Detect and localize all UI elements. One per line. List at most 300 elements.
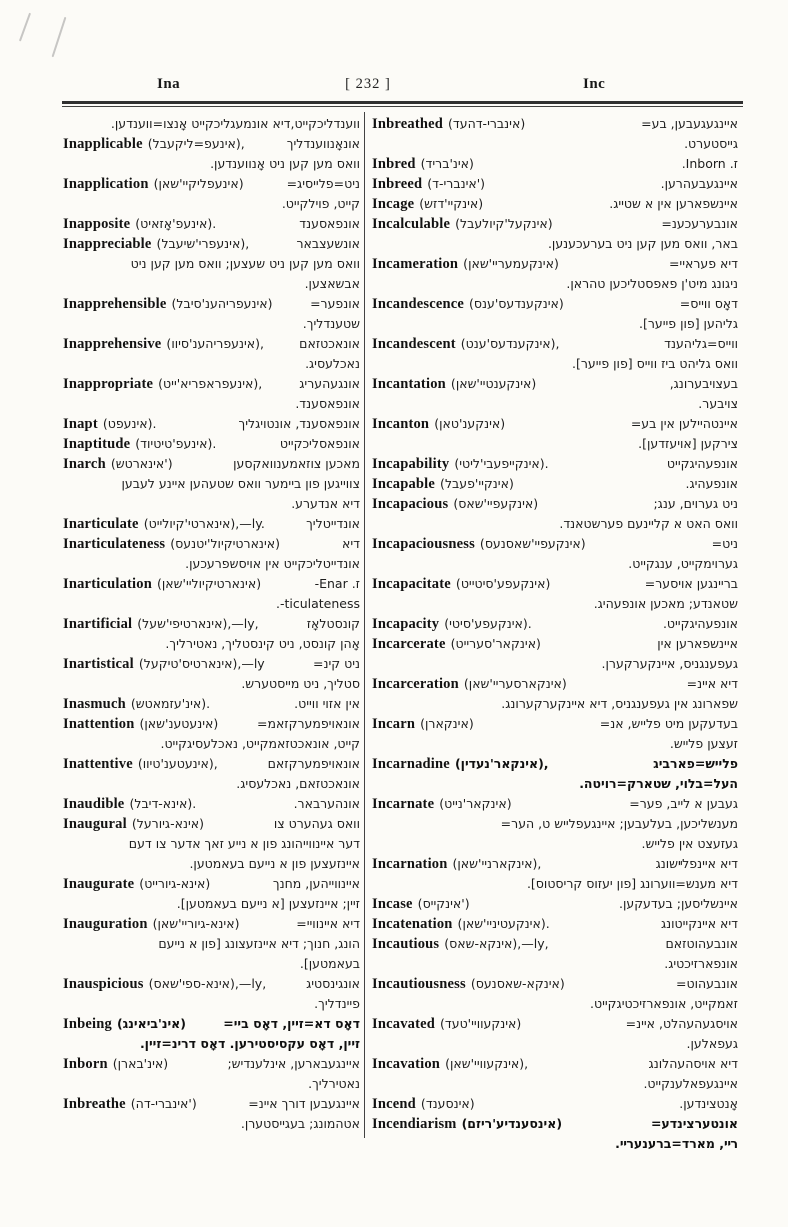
yiddish-text: שטענדליך. (302, 316, 360, 331)
yiddish-text: איינווייהען, מחנך (272, 876, 360, 891)
yiddish-text: קייט, אונאכטזאמקייט, נאכלעסיגקייט. (160, 736, 360, 751)
entry-head-group (372, 374, 536, 394)
dictionary-line (63, 854, 360, 874)
dictionary-line (372, 734, 738, 754)
dictionary-line (372, 714, 738, 734)
dictionary-line (63, 814, 360, 834)
yiddish-text: אונאויפמערקזאם (267, 756, 360, 771)
entry-head-group (63, 1054, 168, 1074)
entry-pronunciation: (אינ'ביאינג) (116, 1016, 186, 1031)
yiddish-text: אונגעהעריג (299, 376, 360, 391)
yiddish-text: זעצען פלייש. (669, 736, 738, 751)
entry-head-group (372, 494, 538, 514)
entry-pronunciation: (אינארטיקיול'יטנעס) (170, 536, 280, 551)
yiddish-text: דיא מענש=ווערונג [פון יעזוס קריסטוס]. (526, 876, 738, 891)
entry-pronunciation: (אינקעוויי'שאן), (445, 1056, 529, 1071)
entry-pronunciation: (אינא-גיוריי'שאן) (152, 916, 240, 931)
entry-pronunciation: (אינעטענ'שאן) (139, 716, 219, 731)
entry-headword: Incend (372, 1096, 416, 1112)
dictionary-line (372, 614, 738, 634)
entry-headword: Inapposite (63, 216, 131, 232)
entry-head-group (63, 234, 249, 254)
entry-head-group (63, 794, 196, 814)
yiddish-text: דער איינווייהונג פון א נייע זאך אדער צו דעם (128, 836, 360, 851)
entry-headword: Inattentive (63, 756, 133, 772)
yiddish-text: דאָס ווייס= (679, 296, 738, 311)
entry-pronunciation: (אינ'בריד) (420, 156, 474, 171)
entry-pronunciation: (אינעפליקיי'שאן) (153, 176, 244, 191)
entry-headword: Incarcerate (372, 636, 446, 652)
dictionary-line (63, 214, 360, 234)
dictionary-line (63, 354, 360, 374)
scan-artifact (19, 13, 31, 42)
dictionary-line (372, 654, 738, 674)
entry-head-group (63, 214, 216, 234)
yiddish-text: צויבער. (698, 396, 738, 411)
entry-head-group (372, 294, 564, 314)
entry-pronunciation: (אינסענדיע'ריזם) (461, 1116, 563, 1131)
yiddish-text: איינגעגעבען, בע= (641, 116, 738, 131)
entry-head-group (372, 614, 532, 634)
yiddish-text: אונאכטזאם (299, 336, 360, 351)
dictionary-line (63, 934, 360, 954)
yiddish-text: אונדייטליכקייט אין אויסשפרעכען. (185, 556, 360, 571)
dictionary-line (63, 434, 360, 454)
entry-head-group (63, 334, 264, 354)
yiddish-text: איינטהיילען אין בע= (630, 416, 738, 431)
yiddish-text: הונג, חנוך; דיא איינזעצונג [פון א נייעם (158, 936, 360, 951)
yiddish-text: דיא אויסהעהלונג (648, 1056, 738, 1071)
dictionary-line (63, 474, 360, 494)
dictionary-line (63, 654, 360, 674)
entry-headword: Incarn (372, 716, 416, 732)
dictionary-line (372, 1134, 738, 1154)
yiddish-text: אונבעהוט= (676, 976, 738, 991)
yiddish-text: איינגעבען דורך איינ= (248, 1096, 360, 1111)
entry-head-group (63, 134, 245, 154)
entry-head-group (372, 154, 474, 174)
yiddish-text: געזעצט אין פלייש. (641, 836, 738, 851)
yiddish-text: וואס מען קען ניט אָנווענדען. (210, 156, 360, 171)
entry-pronunciation: (אינא-ספי'שאס),—ly, (148, 976, 267, 991)
dictionary-line (63, 874, 360, 894)
entry-headword: Incapacity (372, 616, 440, 632)
dictionary-line (372, 894, 738, 914)
dictionary-line (372, 274, 738, 294)
yiddish-text: ניט גערוים, ענג; (653, 496, 738, 511)
dictionary-line (63, 674, 360, 694)
dictionary-line (63, 294, 360, 314)
entry-headword: Inarticulate (63, 516, 139, 532)
yiddish-text: ווייס=גליהענד (664, 336, 738, 351)
entry-head-group (372, 1014, 521, 1034)
entry-headword: Incandescence (372, 296, 465, 312)
dictionary-line (63, 914, 360, 934)
dictionary-line (63, 734, 360, 754)
yiddish-text: איינשליסען; בעדעקען. (618, 896, 738, 911)
dictionary-line (63, 174, 360, 194)
dictionary-line (63, 554, 360, 574)
dictionary-line (63, 694, 360, 714)
dictionary-line (63, 254, 360, 274)
yiddish-text: ניט= (711, 536, 738, 551)
yiddish-text: נאכלעסיג. (305, 356, 360, 371)
dictionary-line (372, 774, 738, 794)
entry-pronunciation: (אינארטי'קיולייט),—ly. (143, 516, 265, 531)
entry-pronunciation: (אינקעל'קיולעבל) (455, 216, 553, 231)
entry-head-group (372, 474, 514, 494)
entry-head-group (372, 914, 550, 934)
entry-head-group (372, 854, 541, 874)
entry-head-group (372, 174, 485, 194)
entry-pronunciation: (אינקייפעבי'ליטי). (454, 456, 549, 471)
entry-pronunciation: (אינקאר'סערייט) (450, 636, 541, 651)
entry-pronunciation: (אינקארן) (420, 716, 474, 731)
page-number: [ 232 ] (345, 76, 391, 92)
dictionary-line (372, 1034, 738, 1054)
dictionary-line (63, 334, 360, 354)
entry-headword: Incarnation (372, 856, 448, 872)
scan-artifact (52, 17, 66, 57)
dictionary-line (63, 454, 360, 474)
entry-head-group (63, 374, 262, 394)
entry-head-group (372, 254, 559, 274)
yiddish-text: אונבעהוטזאם (665, 936, 738, 951)
entry-pronunciation: (אינעפ'טיטיוד). (135, 436, 217, 451)
entry-head-group (372, 194, 483, 214)
entry-headword: Inaudible (63, 796, 125, 812)
entry-headword: Inauspicious (63, 976, 144, 992)
yiddish-text: אונפאסליכקייט (279, 436, 360, 451)
yiddish-text: אונפאסענד. (295, 396, 360, 411)
yiddish-text: איינגעבארען, אינלענדיש; (227, 1056, 360, 1071)
entry-head-group (372, 754, 549, 774)
entry-pronunciation: (אינקעפיי'שאס) (453, 496, 539, 511)
dictionary-line (372, 814, 738, 834)
entry-headword: Inbreathed (372, 116, 444, 132)
yiddish-text: העל=בלוי, שטארק=רויטה. (579, 776, 738, 791)
dictionary-line (63, 1114, 360, 1134)
entry-headword: Inarticulateness (63, 536, 166, 552)
yiddish-text: קונסטלאָז (306, 616, 360, 631)
dictionary-line (372, 594, 738, 614)
dictionary-line (63, 514, 360, 534)
entry-head-group (63, 434, 216, 454)
dictionary-line (63, 1054, 360, 1074)
yiddish-text: דיא איינ= (686, 676, 738, 691)
entry-headword: Inartistical (63, 656, 134, 672)
dictionary-line (372, 194, 738, 214)
entry-head-group (372, 794, 512, 814)
yiddish-text: וואס האט א קליינעם פערשטאנד. (559, 516, 738, 531)
dictionary-line (63, 494, 360, 514)
entry-headword: Incapable (372, 476, 436, 492)
yiddish-text: איינגעבעהרען. (660, 176, 738, 191)
entry-pronunciation: (אינסענד) (420, 1096, 475, 1111)
dictionary-line (63, 114, 360, 134)
dictionary-line (372, 874, 738, 894)
dictionary-line (63, 974, 360, 994)
entry-headword: Incapaciousness (372, 536, 475, 552)
dictionary-line (372, 514, 738, 534)
entry-headword: Incendiarism (372, 1116, 457, 1132)
dictionary-line (63, 774, 360, 794)
entry-head-group (372, 934, 549, 954)
entry-pronunciation: (אינ'בארן) (112, 1056, 169, 1071)
yiddish-text: ניט קינ= (312, 656, 360, 671)
yiddish-text: מענשליכען, בעלעבען; איינגעפלייש ט, הער= (500, 816, 738, 831)
yiddish-text: באר, וואס מען קען ניט בערעכענען. (547, 236, 738, 251)
entry-head-group (372, 454, 549, 474)
yiddish-text: קייט, פוילקייט. (281, 196, 360, 211)
entry-pronunciation: (אינקיי'פעבל) (440, 476, 514, 491)
yiddish-text: אונפער= (310, 296, 360, 311)
entry-pronunciation: (אינעפראפריא'ייט), (158, 376, 263, 391)
yiddish-text: .-ticulateness (275, 596, 360, 611)
dictionary-line (372, 314, 738, 334)
entry-headword: Inattention (63, 716, 135, 732)
yiddish-text: דיא איינוויי= (296, 916, 360, 931)
entry-headword: Inappropriate (63, 376, 154, 392)
yiddish-text: אונפעהיגקייט (666, 456, 738, 471)
dictionary-line (372, 1094, 738, 1114)
entry-headword: Incarceration (372, 676, 459, 692)
yiddish-text: אונאָנווענדליך (286, 136, 360, 151)
dictionary-line (372, 394, 738, 414)
entry-headword: Inappreciable (63, 236, 152, 252)
entry-headword: Incandescent (372, 336, 456, 352)
entry-headword: Inarticulation (63, 576, 152, 592)
entry-head-group (372, 534, 586, 554)
entry-headword: Inbreathe (63, 1096, 126, 1112)
yiddish-text: אונפאסענד, אונטויגליך (238, 416, 360, 431)
dictionary-line (372, 234, 738, 254)
dictionary-line (372, 294, 738, 314)
entry-headword: Inapprehensible (63, 296, 167, 312)
dictionary-line (372, 854, 738, 874)
dictionary-line (372, 1054, 738, 1074)
entry-head-group (372, 334, 560, 354)
yiddish-text: איינשפארען אין א שטייג. (609, 196, 738, 211)
entry-headword: Incapability (372, 456, 450, 472)
entry-head-group (63, 414, 157, 434)
entry-head-group (63, 814, 204, 834)
yiddish-text: זיין; איינזעצען [א נייעם בעאמטען]. (176, 896, 360, 911)
yiddish-text: ווענדליכקייט,דיא אונמעגליכקייט אָנצו=ווענדען. (110, 116, 360, 131)
dictionary-line (63, 594, 360, 614)
yiddish-text: גייסטערט. (684, 136, 738, 151)
entry-headword: Inasmuch (63, 696, 126, 712)
dictionary-line (372, 154, 738, 174)
dictionary-line (372, 954, 738, 974)
yiddish-text: אויסגעהעהלט, איינ= (625, 1016, 738, 1031)
entry-headword: Inbeing (63, 1016, 112, 1032)
entry-head-group (63, 754, 218, 774)
entry-headword: Inaugural (63, 816, 127, 832)
dictionary-line (63, 154, 360, 174)
entry-headword: Incapacitate (372, 576, 451, 592)
entry-head-group (63, 174, 244, 194)
yiddish-text: בריינגען אויסער= (644, 576, 738, 591)
entry-head-group (372, 634, 541, 654)
entry-headword: Incautious (372, 936, 440, 952)
dictionary-line (372, 174, 738, 194)
dictionary-line (372, 834, 738, 854)
dictionary-line (372, 914, 738, 934)
entry-head-group (63, 654, 265, 674)
yiddish-text: וואס מען קען ניט שעצען; וואס מען קען ניט (130, 256, 360, 271)
entry-head-group (63, 1014, 186, 1034)
dictionary-line (63, 1014, 360, 1034)
entry-headword: Inbred (372, 156, 416, 172)
header-rule-thick-line (62, 101, 743, 104)
entry-pronunciation: (אינקעוויי'טעד) (440, 1016, 522, 1031)
yiddish-text: סטליך, ניט מייסטערש. (241, 676, 360, 691)
dictionary-line (63, 834, 360, 854)
entry-pronunciation: (אינקייס') (417, 896, 470, 911)
entry-head-group (372, 674, 567, 694)
entry-head-group (63, 914, 239, 934)
dictionary-line (372, 114, 738, 134)
dictionary-line (372, 1014, 738, 1034)
yiddish-text: איינגעפאלענקייט. (643, 1076, 738, 1091)
entry-headword: Inapt (63, 416, 98, 432)
entry-headword: Incage (372, 196, 415, 212)
dictionary-line (372, 554, 738, 574)
column-divider (364, 112, 365, 1138)
entry-head-group (63, 574, 261, 594)
yiddish-text: אונפעהיג. (685, 476, 738, 491)
entry-head-group (372, 1114, 562, 1134)
yiddish-text: איינזעצען פון א נייעם בעאמטען. (189, 856, 360, 871)
entry-head-group (63, 514, 265, 534)
yiddish-text: אונגינסטיג (306, 976, 360, 991)
entry-headword: Incameration (372, 256, 459, 272)
entry-pronunciation: (אינקיי'דזש) (419, 196, 484, 211)
yiddish-text: נאטירליך. (308, 1076, 360, 1091)
entry-pronunciation: (אינקענדעס'ענט), (460, 336, 560, 351)
entry-pronunciation: (אינ'עזמאטש). (130, 696, 211, 711)
entry-headword: Inapplication (63, 176, 149, 192)
dictionary-line (372, 934, 738, 954)
yiddish-text: צירקען [אויעזדען]. (638, 436, 738, 451)
dictionary-line (63, 374, 360, 394)
entry-head-group (63, 874, 210, 894)
dictionary-line (372, 354, 738, 374)
yiddish-text: אונשעצבאר (296, 236, 360, 251)
entry-headword: Incarnadine (372, 756, 450, 772)
dictionary-line (372, 974, 738, 994)
dictionary-line (63, 894, 360, 914)
dictionary-line (63, 1034, 360, 1054)
entry-headword: Inaptitude (63, 436, 131, 452)
dictionary-line (63, 534, 360, 554)
yiddish-text: בעאמטען]. (299, 956, 360, 971)
entry-headword: Inaugurate (63, 876, 135, 892)
dictionary-line (63, 1074, 360, 1094)
entry-pronunciation: (אינקאר'נעדין), (454, 756, 549, 771)
dictionary-line (372, 694, 738, 714)
entry-pronunciation: (אינעפרי'שיעבל), (156, 236, 250, 251)
header-guide-word-right: Inc (583, 76, 606, 92)
entry-headword: Incautiousness (372, 976, 466, 992)
entry-pronunciation: (אינקענ'טאן) (434, 416, 506, 431)
dictionary-line (372, 414, 738, 434)
entry-head-group (372, 414, 505, 434)
header-guide-word-left: Ina (157, 76, 181, 92)
entry-headword: Inarch (63, 456, 106, 472)
entry-headword: Incanton (372, 416, 430, 432)
yiddish-text: דיא אנדערע. (291, 496, 360, 511)
yiddish-text: ז. Inborn. (681, 156, 738, 171)
entry-headword: Incarnate (372, 796, 435, 812)
yiddish-text: אטהמונג; בעגייסטערן. (240, 1116, 360, 1131)
dictionary-line (63, 274, 360, 294)
yiddish-text: געפאלען. (686, 1036, 738, 1051)
yiddish-text: צווייגען פון ביימער וואס שטעהען איינע לעבען (121, 476, 360, 491)
dictionary-line (372, 754, 738, 774)
yiddish-text: אָהן קונסט, ניט קינסטליך, נאטירליך. (165, 636, 360, 651)
yiddish-text: אין אזוי ווייט. (294, 696, 360, 711)
yiddish-text: בעצויבערונג, (669, 376, 738, 391)
dictionary-line (372, 634, 738, 654)
yiddish-text: שטאנדע; מאכען אונפעהיג. (593, 596, 738, 611)
dictionary-line (63, 994, 360, 1014)
entry-head-group (372, 114, 525, 134)
yiddish-text: שפארונג אין געפענגניס, דיא איינקערקערונג. (501, 696, 738, 711)
entry-head-group (63, 1094, 197, 1114)
yiddish-text: דיא פעראיי= (668, 256, 738, 271)
dictionary-line (372, 534, 738, 554)
entry-pronunciation: (אינקענדעס'ענס) (469, 296, 564, 311)
dictionary-line (372, 994, 738, 1014)
dictionary-line (63, 414, 360, 434)
yiddish-text: גערוימקייט, ענגקייט. (628, 556, 738, 571)
yiddish-text: געבען א לייב, פער= (629, 796, 738, 811)
entry-pronunciation: (אינקעפע'סיטייט) (455, 576, 551, 591)
entry-headword: Incavation (372, 1056, 441, 1072)
yiddish-text: דיא איינקייטונג (660, 916, 738, 931)
yiddish-text: פיינדליך. (314, 996, 360, 1011)
entry-pronunciation: (אינארטיס'טיקעל),—ly (138, 656, 265, 671)
dictionary-line (63, 1094, 360, 1114)
entry-headword: Inapplicable (63, 136, 143, 152)
yiddish-text: אונפעהיגקייט. (662, 616, 738, 631)
entry-head-group (63, 694, 210, 714)
dictionary-line (63, 394, 360, 414)
right-column (372, 114, 738, 1154)
entry-head-group (63, 974, 266, 994)
yiddish-text: גליהען [פון פייער]. (638, 316, 738, 331)
entry-headword: Incatenation (372, 916, 453, 932)
entry-head-group (372, 214, 553, 234)
dictionary-line (372, 374, 738, 394)
entry-headword: Incalculable (372, 216, 451, 232)
dictionary-line (63, 614, 360, 634)
yiddish-text: אונבערעכענ= (661, 216, 738, 231)
entry-headword: Incavated (372, 1016, 436, 1032)
dictionary-line (372, 214, 738, 234)
entry-headword: Inbreed (372, 176, 423, 192)
dictionary-line (63, 754, 360, 774)
yiddish-text: דיא איינפלײשונג (655, 856, 738, 871)
entry-pronunciation: (אינא-גיורעל) (131, 816, 205, 831)
entry-pronunciation: (אינעטענ'טיוו), (137, 756, 218, 771)
dictionary-line (372, 1074, 738, 1094)
entry-headword: Incantation (372, 376, 446, 392)
entry-pronunciation: (אינעפריהענ'סיוו), (166, 336, 264, 351)
entry-head-group (372, 1054, 528, 1074)
